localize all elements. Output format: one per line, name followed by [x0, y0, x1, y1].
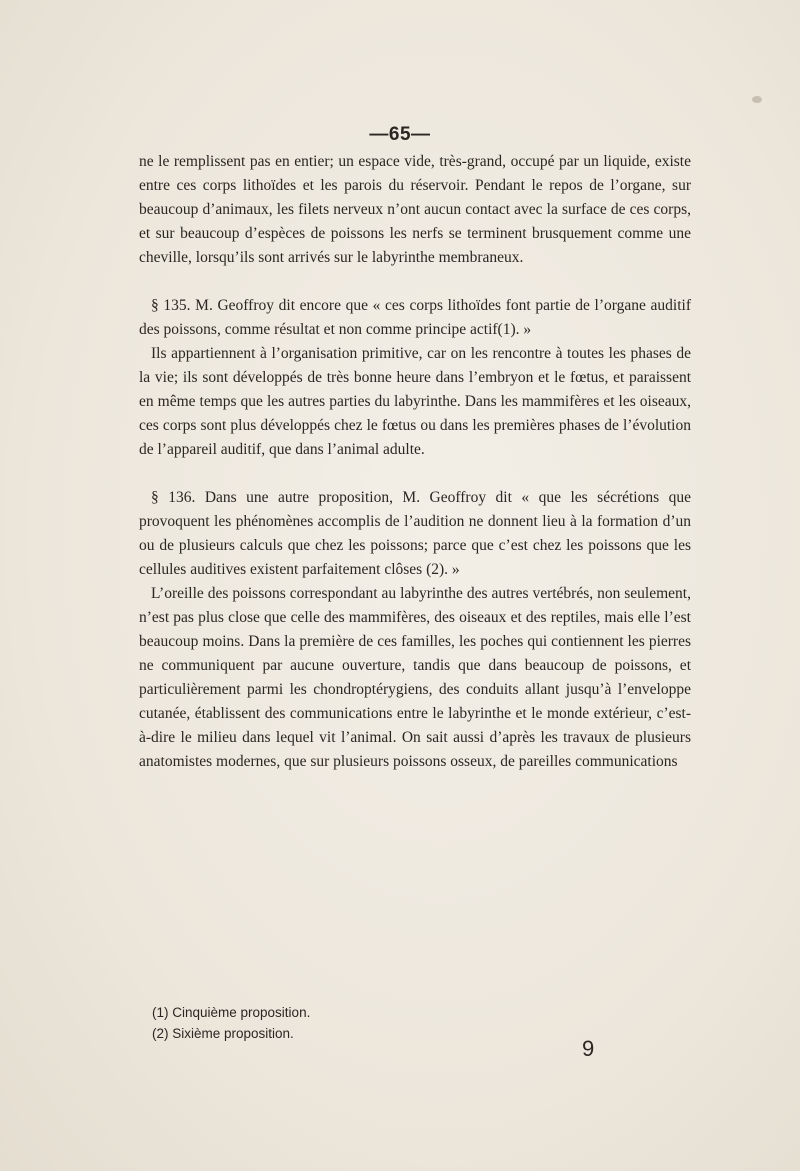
paragraph-fish-ear: L’oreille des poissons correspondant au labyrinthe des autres vertébrés, non seulement, n’est pas plus close que celle des mammifères, des oiseaux et des reptiles, mais elle l’est beaucoup moins. Dans la première de ces familles, les poches qui contiennent les pierres ne communiquent par aucune ouverture, tandis que dans beaucoup de poissons, et particulièrement parmi les chondroptérygiens, des conduits allant jusqu’à l’enveloppe cutanée, établissent des communications entre le labyrinthe et le monde extérieur, c’est-à-dire le milieu dans lequel vit l’animal. On sait aussi d’après les travaux de plusieurs anatomistes modernes, que sur plusieurs poissons osseux, de pareilles communications [139, 585, 691, 770]
page-number: —65— [369, 124, 431, 145]
footnotes [152, 1002, 652, 1044]
paragraph-continuation: ne le remplissent pas en entier; un espace vide, très-grand, occupé par un liquide, existe entre ces corps lithoïdes et les parois du réservoir. Pendant le repos de l’organe, sur beaucoup d’animaux, les filets nerveux n’ont aucun contact avec la surface de ces corps, et sur beaucoup d’espèces de poissons les nerfs se terminent brusquement comme une cheville, lorsqu’ils sont arrivés sur le labyrinthe membraneux. [139, 153, 691, 266]
signature-mark: 9 [582, 1036, 595, 1061]
body-text [139, 150, 691, 774]
footnote-2: (2) Sixième proposition. [152, 1026, 294, 1041]
footnote-1: (1) Cinquième proposition. [152, 1005, 311, 1020]
paper-speck [752, 96, 762, 103]
paragraph-section-136: § 136. Dans une autre proposition, M. Geoffroy dit « que les sécrétions que provoquent les phénomènes accomplis de l’audition ne donnent lieu à la formation d’un ou de plusieurs calculs que chez les poissons; parce que c’est chez les poissons que les cellules auditives existent parfaitement clôses (2). » [139, 489, 691, 578]
paragraph-section-135: § 135. M. Geoffroy dit encore que « ces corps lithoïdes font partie de l’organe auditif des poissons, comme résultat et non comme principe actif(1). » [139, 297, 691, 338]
paragraph-primitive-organisation: Ils appartiennent à l’organisation primitive, car on les rencontre à toutes les phases de la vie; ils sont développés de très bonne heure dans l’embryon et le fœtus, et paraissent en même temps que les autres parties du labyrinthe. Dans les mammifères et les oiseaux, ces corps sont plus développés chez le fœtus ou dans les premières phases de l’évolution de l’appareil auditif, que dans l’animal adulte. [139, 345, 691, 458]
